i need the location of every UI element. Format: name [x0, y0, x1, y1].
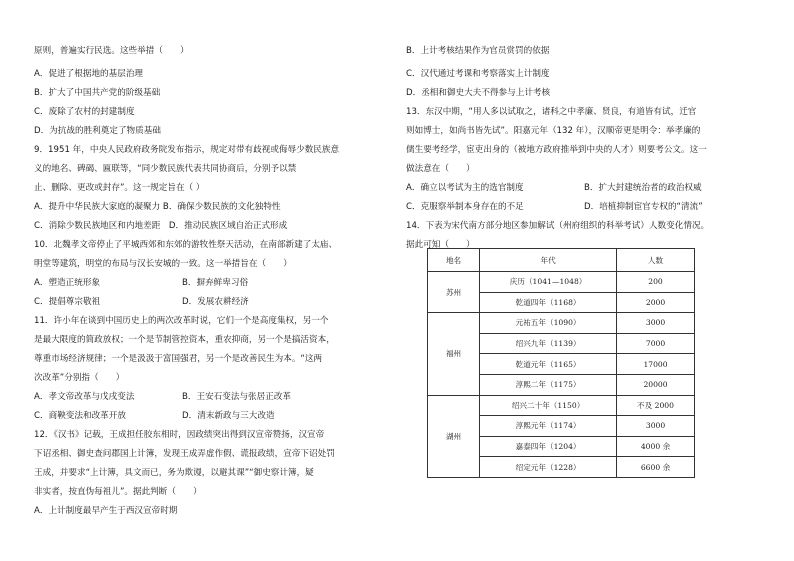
text-line: 明堂等建筑，明堂的布局与汉长安城的一致。这一举措旨在（ ）: [34, 259, 292, 269]
text-line: 非实者，按直伪每祖儿”。据此判断（ ）: [34, 487, 202, 497]
option-line: D．丞相和御史大夫不得参与上计考核: [406, 88, 551, 98]
option-d: D．发展农耕经济: [182, 297, 249, 307]
option-d: D．培植抑制宦官专权的“清流”: [584, 202, 703, 212]
era-cell: 庆历（1041—1048）: [480, 272, 617, 293]
option-line: A．提升中华民族大家庭的凝聚力 B．确保少数民族的文化独特性: [34, 202, 281, 212]
option-b: B．王安石变法与张居正改革: [182, 392, 292, 402]
count-cell: 7000: [617, 333, 695, 354]
option-d: D．清末新政与三大改造: [182, 411, 275, 421]
question-10-text: 10．北魏孝文帝停止了平城西郊和东郊的游牧性祭天活动，在南部新建了太庙、: [34, 240, 338, 250]
text-line: 次改革”分别指（ ）: [34, 373, 125, 383]
text-line: 义的地名、碑碣、匾联等，“同少数民族代表共同协商后，分别予以禁: [34, 164, 297, 174]
text-line: 原则，普遍实行民选。这些举措（ ）: [34, 46, 189, 56]
count-cell: 3000: [617, 313, 695, 334]
count-cell: 20000: [617, 374, 695, 395]
era-cell: 元祐五年（1090）: [480, 313, 617, 334]
table-row: [428, 272, 695, 293]
question-12-text: 12．《汉书》记载，王成担任胶东相时，因政绩突出得到汉宣帝赞扬，汉宣帝: [34, 430, 325, 440]
text-line: 下诏丞相、御史查问郡国上计簿，发现王成弄虚作假、谎报政绩，宣帝下诏处罚: [34, 449, 335, 459]
option-line: B．扩大了中国共产党的阶级基础: [34, 88, 161, 98]
count-cell: 3000: [617, 416, 695, 437]
question-14-text: 14．下表为宋代南方部分地区参加解试（州府组织的科举考试）人数变化情况。: [406, 221, 710, 231]
option-a: A．孝文帝改革与戊戌变法: [34, 392, 135, 402]
count-cell: 200: [617, 272, 695, 293]
option-c: C．克服察举制本身存在的不足: [406, 202, 524, 212]
place-cell: 福州: [428, 313, 480, 395]
question-9-text: 9．1951 年，中央人民政府政务院发布指示，规定对带有歧视或侮辱少数民族意: [34, 145, 340, 155]
text-line: 据此可知（ ）: [406, 240, 475, 250]
column-header: 地名: [428, 249, 480, 272]
table-header-row: [428, 249, 695, 272]
option-line: A．上计制度最早产生于西汉宣帝时期: [34, 506, 178, 516]
option-b: B．扩大封建统治者的政治权威: [584, 183, 702, 193]
era-cell: 乾道元年（1165）: [480, 354, 617, 375]
question-11-text: 11．许小年在谈到中国历史上的两次改革时说，它们一个是高度集权，另一个: [34, 316, 329, 326]
text-line: 止、删除、更改或封存”。这一规定旨在（ ）: [34, 183, 205, 193]
option-a: A．塑造正统形象: [34, 278, 101, 288]
exam-participants-table: [427, 248, 695, 478]
count-cell: 2000: [617, 292, 695, 313]
text-line: 是最大限度的简政放权；一个是节制管控资本，重农抑商，另一个是搞活资本，: [34, 335, 335, 345]
option-line: C．消除少数民族地区和内地差距 D．推动民族区域自治正式形成: [34, 221, 288, 231]
option-line: C．汉代通过考课和考察落实上计制度: [406, 69, 550, 79]
option-line: D．为抗战的胜利奠定了物质基础: [34, 126, 161, 136]
option-c: C．提倡尊宗敬祖: [34, 297, 101, 307]
column-header: 年代: [480, 249, 617, 272]
option-line: B．上计考核结果作为官员赏罚的依据: [406, 46, 550, 56]
question-13-text: 13．东汉中期，“用人多以试取之，诸科之中孝廉、贤良，有道皆有试，迁官: [406, 107, 697, 117]
count-cell: 不及 2000: [617, 395, 695, 416]
count-cell: 17000: [617, 354, 695, 375]
table-row: [428, 313, 695, 334]
era-cell: 淳熙二年（1175）: [480, 374, 617, 395]
era-cell: 嘉泰四年（1204）: [480, 436, 617, 457]
era-cell: 绍定元年（1228）: [480, 457, 617, 478]
text-line: 做法意在（ ）: [406, 164, 475, 174]
column-header: 人数: [617, 249, 695, 272]
option-a: A．确立以考试为主的选官制度: [406, 183, 524, 193]
table-row: [428, 395, 695, 416]
era-cell: 绍兴二十年（1150）: [480, 395, 617, 416]
option-line: A．促进了根据地的基层治理: [34, 69, 144, 79]
option-b: B．摒弃鲜卑习俗: [182, 278, 249, 288]
place-cell: 苏州: [428, 272, 480, 313]
era-cell: 绍兴九年（1139）: [480, 333, 617, 354]
text-line: 尊重市场经济规律；一个是汲汲于富国强君，另一个是改善民生为本。“这两: [34, 354, 323, 364]
text-line: 则如博士，如尚书皆先试”。阳嘉元年（132 年），汉顺帝更是明令：举孝廉的: [406, 126, 701, 136]
option-c: C．商鞅变法和改革开放: [34, 411, 126, 421]
count-cell: 4000 余: [617, 436, 695, 457]
option-line: C．废除了农村的封建制度: [34, 107, 135, 117]
place-cell: 湖州: [428, 395, 480, 477]
era-cell: 乾道四年（1168）: [480, 292, 617, 313]
era-cell: 淳熙元年（1174）: [480, 416, 617, 437]
count-cell: 6600 余: [617, 457, 695, 478]
text-line: 儒生要考经学，宦吏出身的（被地方政府推举到中央的人才）则要考公文。这一: [406, 145, 707, 155]
text-line: 王成，并要求“上计簿，具文而已，务为欺谩，以避其课”“御史察计簿，疑: [34, 468, 314, 478]
